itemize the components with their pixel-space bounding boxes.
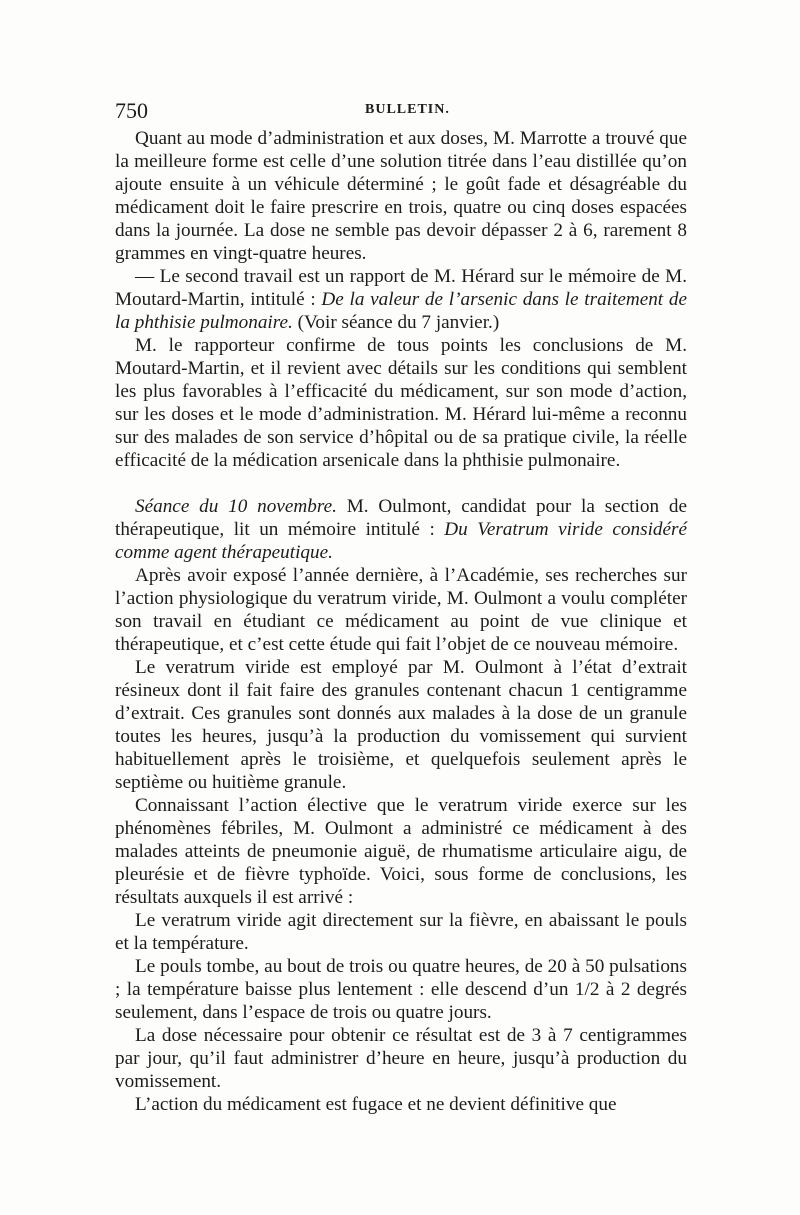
paragraph: [115, 1093, 687, 1116]
paragraph: [115, 127, 687, 265]
paragraph: [115, 265, 687, 334]
italic-text: Du Veratrum viride considéré comme agent thérapeutique.: [115, 519, 687, 563]
text-run: M. le rapporteur confirme de tous points les conclusions de M. Moutard-Martin, et il revient avec détails sur les conditions qui semblent les plus favorables à l’efficacité du médicament, sur son mode d’action, sur les doses et le mode d’administration. M. Hérard lui-même a reconnu sur des malades de son service d’hôpital ou de sa pratique civile, la réelle efficacité de la médication arsenicale dans la phthisie pulmonaire.: [115, 335, 687, 471]
page-number: 750: [115, 98, 148, 123]
text-run: Après avoir exposé l’année dernière, à l’Académie, ses recherches sur l’action physiologique du veratrum viride, M. Oulmont a voulu compléter son travail en étudiant ce médicament au point de vue clinique et thérapeutique, et c’est cette étude qui fait l’objet de ce nouveau mémoire.: [115, 565, 687, 655]
paragraph: [115, 955, 687, 1024]
text-run: — Le second travail est un rapport de M. Hérard sur le mémoire de M. Moutard-Martin, intitulé :: [115, 266, 687, 310]
paragraph: [115, 656, 687, 794]
paragraph: [115, 1024, 687, 1093]
text-run: (Voir séance du 7 janvier.): [292, 312, 500, 333]
paragraph: [115, 495, 687, 564]
text-run: M. Oulmont, candidat pour la section de thérapeutique, lit un mémoire intitulé :: [115, 496, 687, 540]
paragraph: [115, 909, 687, 955]
paragraph: [115, 334, 687, 472]
italic-text: De la valeur de l’arsenic dans le traitement de la phthisie pulmonaire.: [115, 289, 687, 333]
italic-text: Séance du 10 novembre.: [135, 496, 337, 517]
text-run: Connaissant l’action élective que le veratrum viride exerce sur les phénomènes fébriles, M. Oulmont a administré ce médicament à des malades atteints de pneumonie aiguë, de rhumatisme articulaire aigu, de pleurésie et de fièvre typhoïde. Voici, sous forme de conclusions, les résultats auxquels il est arrivé :: [115, 795, 687, 908]
text-run: La dose nécessaire pour obtenir ce résultat est de 3 à 7 centigrammes par jour, qu’il faut administrer d’heure en heure, jusqu’à production du vomissement.: [115, 1025, 687, 1092]
paragraph: [115, 794, 687, 909]
text-run: Le veratrum viride agit directement sur la fièvre, en abaissant le pouls et la température.: [115, 910, 687, 954]
text-run: Quant au mode d’administration et aux doses, M. Marrotte a trouvé que la meilleure forme est celle d’une solution titrée dans l’eau distillée qu’on ajoute ensuite à un véhicule déterminé ; le goût fade et désagréable du médicament doit le faire prescrire en trois, quatre ou cinq doses espacées dans la journée. La dose ne semble pas devoir dépasser 2 à 6, rarement 8 grammes en vingt-quatre heures.: [115, 128, 687, 264]
text-run: Le veratrum viride est employé par M. Oulmont à l’état d’extrait résineux dont il fait faire des granules contenant chacun 1 centigramme d’extrait. Ces granules sont donnés aux malades à la dose de un granule toutes les heures, jusqu’à la production du vomissement qui survient habituellement après le troisième, et quelquefois seulement après le septième ou huitième granule.: [115, 657, 687, 793]
text-run: Le pouls tombe, au bout de trois ou quatre heures, de 20 à 50 pulsations ; la température baisse plus lentement : elle descend d’un 1/2 à 2 degrés seulement, dans l’espace de trois ou quatre jours.: [115, 956, 687, 1023]
text-run: L’action du médicament est fugace et ne devient définitive que: [135, 1094, 617, 1115]
page-header: [115, 98, 687, 124]
body-text: [115, 127, 687, 1116]
running-head: BULLETIN.: [365, 102, 450, 117]
paragraph: [115, 564, 687, 656]
